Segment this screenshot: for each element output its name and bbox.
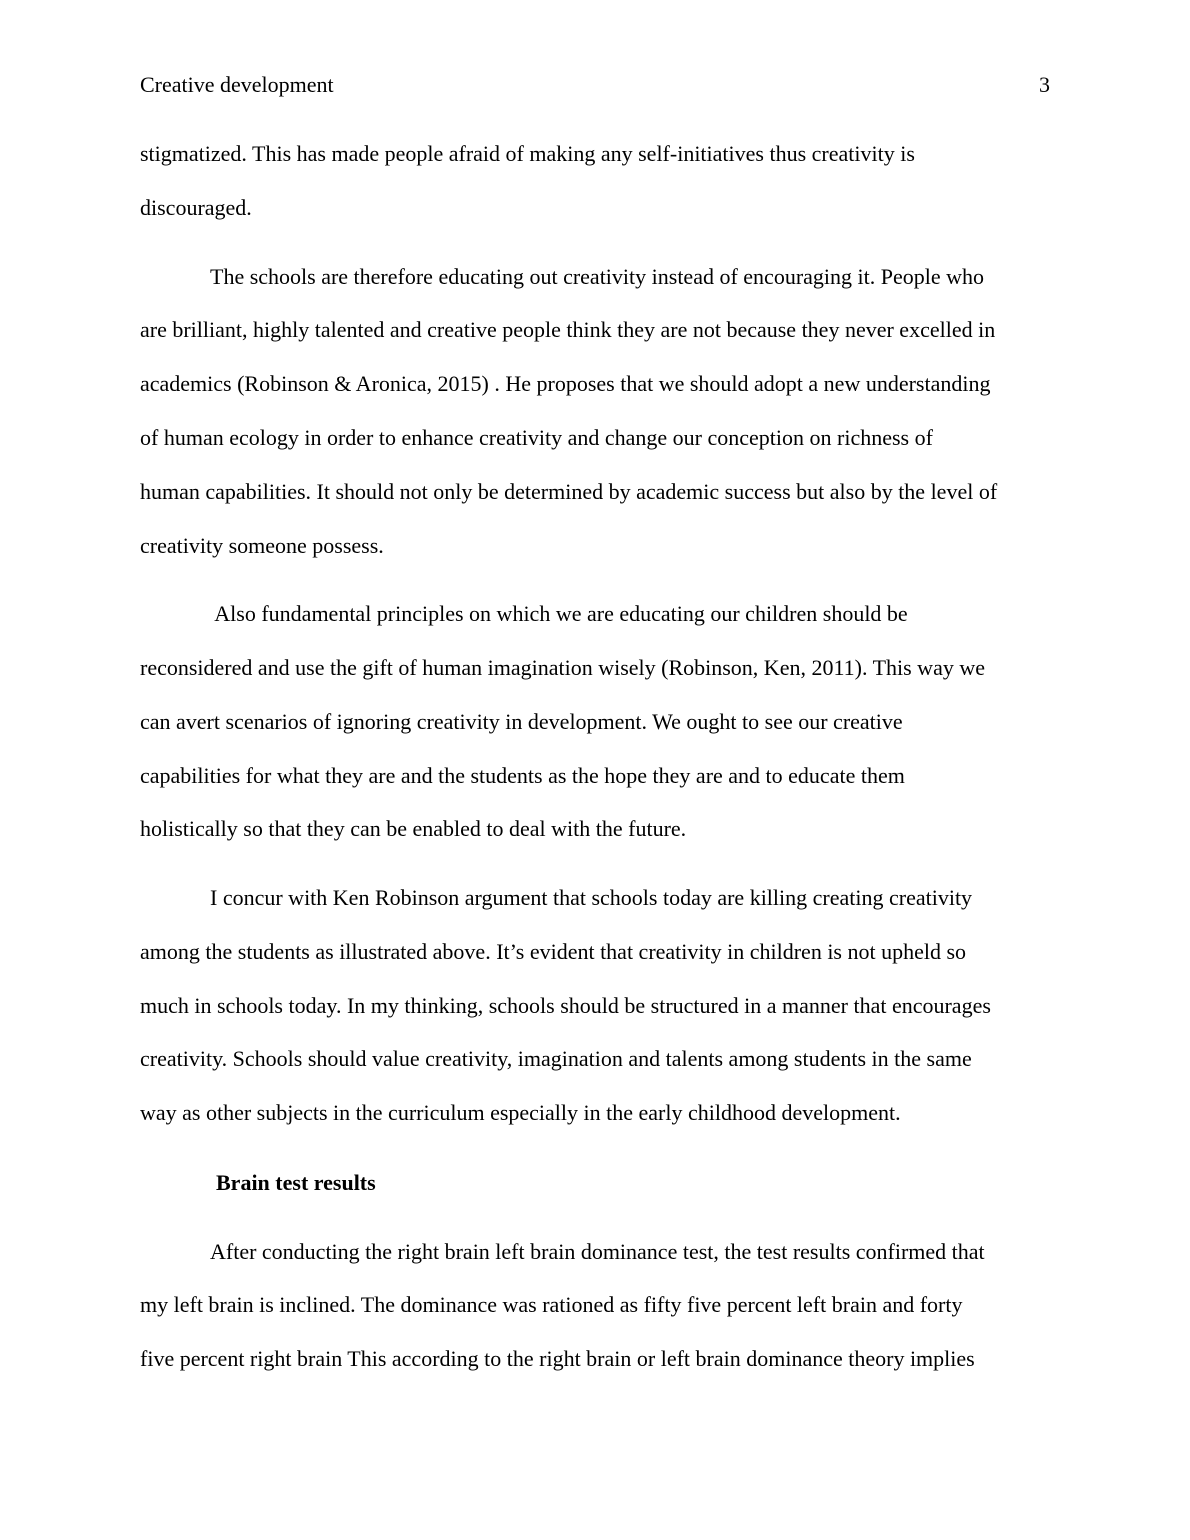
text-line: reconsidered and use the gift of human imagination wisely (Robinson, Ken, 2011). This way we (140, 655, 985, 680)
text-line: academics (Robinson & Aronica, 2015) . He proposes that we should adopt a new understanding (140, 371, 991, 396)
running-header (140, 70, 1050, 100)
text-line: are brilliant, highly talented and creative people think they are not because they never excelled in (140, 317, 996, 342)
text-line: can avert scenarios of ignoring creativity in development. We ought to see our creative (140, 709, 903, 734)
text-line: creativity someone possess. (140, 533, 384, 558)
text-line: After conducting the right brain left brain dominance test, the test results confirmed that (210, 1239, 985, 1264)
text-line: of human ecology in order to enhance creativity and change our conception on richness of (140, 425, 933, 450)
page-number: 3 (1039, 72, 1050, 97)
text-line: among the students as illustrated above. It’s evident that creativity in children is not upheld so (140, 939, 967, 964)
text-line: The schools are therefore educating out creativity instead of encouraging it. People who (210, 264, 985, 289)
text-line: holistically so that they can be enabled to deal with the future. (140, 816, 687, 841)
running-title: Creative development (140, 72, 334, 97)
text-line: Also fundamental principles on which we are educating our children should be (210, 601, 908, 626)
text-line: much in schools today. In my thinking, schools should be structured in a manner that encourages (140, 993, 991, 1018)
text-line: five percent right brain This according to the right brain or left brain dominance theory implies (140, 1346, 975, 1371)
text-line: creativity. Schools should value creativity, imagination and talents among students in the same (140, 1046, 972, 1071)
text-line: way as other subjects in the curriculum especially in the early childhood development. (140, 1100, 901, 1125)
text-line: I concur with Ken Robinson argument that schools today are killing creating creativity (210, 885, 973, 910)
text-line: discouraged. (140, 195, 252, 220)
section-heading: Brain test results (216, 1170, 376, 1195)
text-line: my left brain is inclined. The dominance was rationed as fifty five percent left brain and forty (140, 1292, 963, 1317)
text-line: stigmatized. This has made people afraid of making any self-initiatives thus creativity is (140, 141, 915, 166)
text-line: capabilities for what they are and the students as the hope they are and to educate them (140, 763, 905, 788)
text-line: human capabilities. It should not only be determined by academic success but also by the level of (140, 479, 998, 504)
